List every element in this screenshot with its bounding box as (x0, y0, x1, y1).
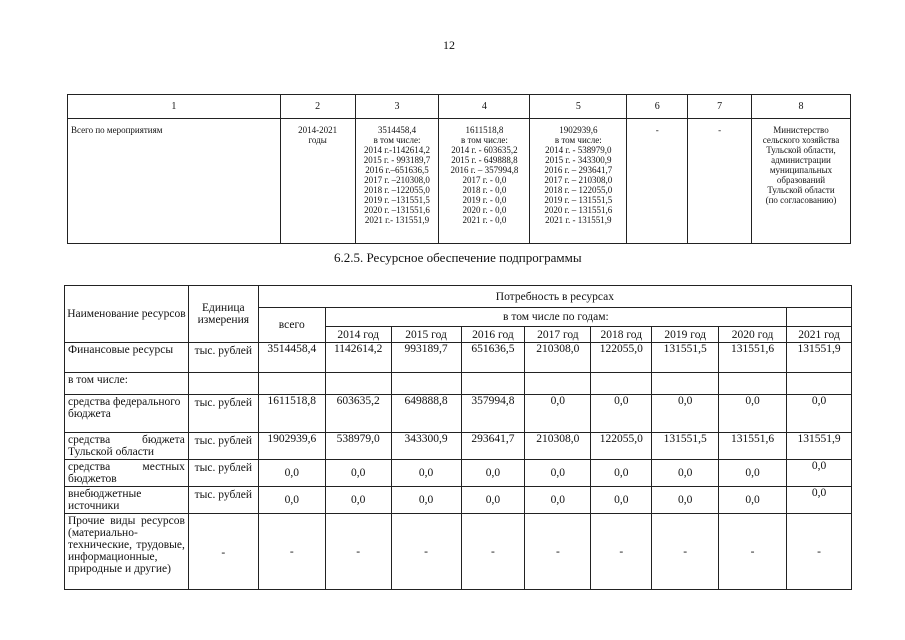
resource-name: средства бюджета Тульской области (65, 433, 189, 460)
resource-name: Финансовые ресурсы (65, 343, 189, 373)
cell-line: 2017 г. - 0,0 (462, 175, 507, 185)
resource-name: внебюджетные источники (65, 487, 189, 514)
summary-header-cell: 4 (439, 95, 530, 119)
table-row (65, 514, 852, 590)
resource-year-value: 131551,9 (787, 433, 852, 460)
header-year: 2017 год (525, 327, 591, 343)
cell-line: администрации (771, 155, 831, 165)
resource-year-value: - (591, 514, 652, 590)
resource-year-value: 0,0 (652, 487, 719, 514)
cell-line: 2016 г. – 293641,7 (544, 165, 613, 175)
cell-line: сельского хозяйства (762, 135, 840, 145)
summary-header-row (68, 95, 851, 119)
cell-line: Тульской области (767, 185, 835, 195)
summary-col7: - (688, 119, 752, 244)
resource-year-value (591, 373, 652, 395)
table-row (65, 343, 852, 373)
cell-line: Тульской области, (766, 145, 836, 155)
summary-row-name: Всего по мероприятиям (68, 119, 281, 244)
resource-year-value: - (787, 514, 852, 590)
resource-year-value: 293641,7 (461, 433, 525, 460)
resources-table (64, 285, 852, 590)
header-year: 2015 год (391, 327, 461, 343)
summary-col6: - (627, 119, 688, 244)
summary-col3 (355, 119, 439, 244)
summary-header-cell: 5 (530, 95, 627, 119)
cell-line: 2017 г. – 210308,0 (544, 175, 613, 185)
table-row (65, 395, 852, 433)
resource-year-value: 0,0 (525, 395, 591, 433)
summary-header-cell: 3 (355, 95, 439, 119)
resource-total (258, 373, 325, 395)
cell-line: 2014-2021 (298, 125, 338, 135)
cell-line: 2019 г. –131551,5 (364, 195, 430, 205)
header-blank (787, 308, 852, 327)
table-row (65, 487, 852, 514)
resource-year-value: 343300,9 (391, 433, 461, 460)
summary-col4 (439, 119, 530, 244)
resource-year-value: - (461, 514, 525, 590)
resource-year-value (652, 373, 719, 395)
resource-year-value: 0,0 (461, 460, 525, 487)
summary-col5 (530, 119, 627, 244)
cell-line: 2021 г. - 0,0 (462, 215, 507, 225)
resource-year-value: - (391, 514, 461, 590)
resource-name: Прочие виды ресурсов (материально-технические, трудовые, информационные, природные и другие) (65, 514, 189, 590)
resource-year-value: 357994,8 (461, 395, 525, 433)
resource-name: в том числе: (65, 373, 189, 395)
resource-year-value: 0,0 (719, 487, 787, 514)
resource-year-value: 0,0 (787, 395, 852, 433)
resource-year-value: 0,0 (652, 460, 719, 487)
resource-year-value: 603635,2 (325, 395, 391, 433)
resource-year-value: 649888,8 (391, 395, 461, 433)
cell-line: 2014 г. - 538979,0 (545, 145, 612, 155)
resource-total: 1611518,8 (258, 395, 325, 433)
resource-total: 0,0 (258, 460, 325, 487)
resource-year-value: 0,0 (591, 460, 652, 487)
cell-line: 2018 г. –122055,0 (364, 185, 430, 195)
resource-year-value: 0,0 (391, 487, 461, 514)
resource-year-value (787, 373, 852, 395)
resource-year-value: 0,0 (787, 460, 852, 487)
cell-line: 2014 г.-1142614,2 (363, 145, 431, 155)
cell-line: 2018 г. – 122055,0 (544, 185, 613, 195)
cell-line: 2015 г. - 993189,7 (363, 155, 431, 165)
cell-line: муниципальных (769, 165, 833, 175)
resource-unit: тыс. рублей (188, 433, 258, 460)
resource-year-value: 0,0 (787, 487, 852, 514)
resource-year-value: 122055,0 (591, 343, 652, 373)
resource-year-value (325, 373, 391, 395)
resource-year-value (391, 373, 461, 395)
cell-line: 2020 г. –131551,6 (364, 205, 430, 215)
cell-line: 2018 г. - 0,0 (462, 185, 507, 195)
header-year: 2021 год (787, 327, 852, 343)
summary-col8 (752, 119, 851, 244)
resource-year-value: 210308,0 (525, 433, 591, 460)
cell-line: 2017 г. –210308,0 (364, 175, 430, 185)
resource-year-value: 993189,7 (391, 343, 461, 373)
cell-line: 2019 г. - 0,0 (462, 195, 507, 205)
resource-year-value: 0,0 (391, 460, 461, 487)
resource-year-value: 0,0 (525, 487, 591, 514)
resource-year-value (525, 373, 591, 395)
cell-line: 2016 г. – 357994,8 (450, 165, 519, 175)
resource-year-value: 0,0 (525, 460, 591, 487)
resource-total: - (258, 514, 325, 590)
summary-period (280, 119, 355, 244)
cell-line: годы (308, 135, 327, 145)
resource-year-value: 122055,0 (591, 433, 652, 460)
resources-header-row-1 (65, 286, 852, 308)
header-unit: Единица измерения (188, 286, 258, 343)
resource-year-value: 538979,0 (325, 433, 391, 460)
header-year: 2020 год (719, 327, 787, 343)
header-by-years: в том числе по годам: (325, 308, 786, 327)
summary-header-cell: 7 (688, 95, 752, 119)
header-name: Наименование ресурсов (65, 286, 189, 343)
summary-header-cell: 1 (68, 95, 281, 119)
resource-year-value: 0,0 (461, 487, 525, 514)
cell-line: 2020 г. - 0,0 (462, 205, 507, 215)
resource-total: 0,0 (258, 487, 325, 514)
cell-line: 2016 г.–651636,5 (365, 165, 429, 175)
resource-year-value: - (325, 514, 391, 590)
resource-year-value: 131551,5 (652, 343, 719, 373)
cell-line: 3514458,4 (377, 125, 417, 135)
resource-year-value: 0,0 (719, 395, 787, 433)
resource-year-value (461, 373, 525, 395)
resources-table-body (65, 343, 852, 590)
cell-line: (по согласованию) (765, 195, 837, 205)
cell-line: образований (776, 175, 826, 185)
resource-unit: тыс. рублей (188, 487, 258, 514)
header-need: Потребность в ресурсах (258, 286, 851, 308)
resource-year-value: 0,0 (325, 487, 391, 514)
header-year: 2018 год (591, 327, 652, 343)
resource-unit (188, 373, 258, 395)
resource-unit: тыс. рублей (188, 343, 258, 373)
page-number: 12 (443, 38, 455, 52)
header-year: 2019 год (652, 327, 719, 343)
cell-line: 2015 г. - 649888,8 (451, 155, 518, 165)
resource-year-value: 0,0 (591, 395, 652, 433)
cell-line: 1902939,6 (559, 125, 598, 135)
resource-year-value: - (652, 514, 719, 590)
resource-total: 3514458,4 (258, 343, 325, 373)
header-year: 2016 год (461, 327, 525, 343)
resource-year-value (719, 373, 787, 395)
resource-year-value: 210308,0 (525, 343, 591, 373)
summary-header-cell: 2 (280, 95, 355, 119)
resource-year-value: 131551,6 (719, 343, 787, 373)
header-year: 2014 год (325, 327, 391, 343)
cell-line: 2020 г. – 131551,6 (544, 205, 613, 215)
summary-table (67, 94, 851, 244)
resource-name: средства местных бюджетов (65, 460, 189, 487)
resource-year-value: - (719, 514, 787, 590)
resource-unit: - (188, 514, 258, 590)
table-row (65, 460, 852, 487)
cell-line: Министерство (773, 125, 829, 135)
table-row (65, 433, 852, 460)
resource-year-value: - (525, 514, 591, 590)
cell-line: 1611518,8 (465, 125, 504, 135)
cell-line: 2019 г. – 131551,5 (544, 195, 613, 205)
resource-year-value: 131551,6 (719, 433, 787, 460)
cell-line: 2021 г.- 131551,9 (364, 215, 430, 225)
resource-year-value: 0,0 (591, 487, 652, 514)
resource-year-value: 0,0 (325, 460, 391, 487)
resource-year-value: 131551,5 (652, 433, 719, 460)
cell-line: в том числе: (554, 135, 602, 145)
resource-unit: тыс. рублей (188, 460, 258, 487)
cell-line: в том числе: (373, 135, 421, 145)
resource-year-value: 1142614,2 (325, 343, 391, 373)
summary-total-row (68, 119, 851, 244)
resource-unit: тыс. рублей (188, 395, 258, 433)
table-row (65, 373, 852, 395)
resource-year-value: 651636,5 (461, 343, 525, 373)
resource-total: 1902939,6 (258, 433, 325, 460)
summary-header-cell: 8 (752, 95, 851, 119)
cell-line: 2015 г. - 343300,9 (545, 155, 612, 165)
resource-year-value: 131551,9 (787, 343, 852, 373)
cell-line: 2014 г. - 603635,2 (451, 145, 518, 155)
section-title: 6.2.5. Ресурсное обеспечение подпрограммы (334, 250, 582, 265)
resource-year-value: 0,0 (652, 395, 719, 433)
cell-line: в том числе: (460, 135, 508, 145)
resource-year-value: 0,0 (719, 460, 787, 487)
cell-line: 2021 г. - 131551,9 (545, 215, 612, 225)
header-total: всего (258, 308, 325, 343)
resource-name: средства федерального бюджета (65, 395, 189, 433)
summary-header-cell: 6 (627, 95, 688, 119)
